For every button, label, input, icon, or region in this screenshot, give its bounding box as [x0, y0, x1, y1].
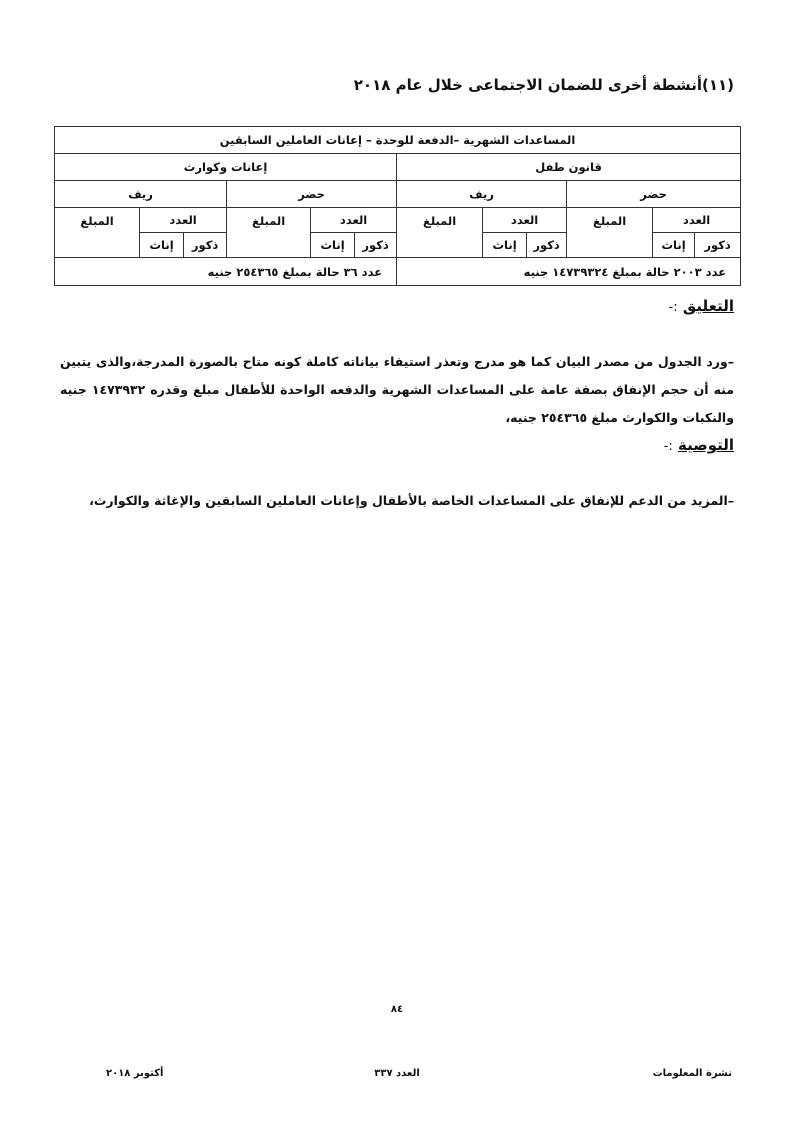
comment-heading	[669, 297, 734, 315]
male-header: ذكور	[184, 233, 227, 258]
count-header: العدد	[140, 208, 227, 233]
female-header: إناث	[653, 233, 695, 258]
summary-child-law: عدد ٢٠٠٣ حالة بمبلغ ١٤٧٣٩٣٢٤ جنيه	[397, 258, 741, 286]
male-header: ذكور	[527, 233, 567, 258]
footer-publication: نشرة المعلومات	[652, 1068, 732, 1079]
amount-header: المبلغ	[397, 208, 483, 258]
count-header: العدد	[653, 208, 741, 233]
amount-header: المبلغ	[55, 208, 140, 258]
group-aid-disasters: إعانات وكوارث	[55, 154, 397, 181]
summary-aid-disasters: عدد ٣٦ حالة بمبلغ ٢٥٤٣٦٥ جنيه	[55, 258, 397, 286]
comment-heading-tail: :-	[668, 300, 678, 315]
area-urban: حضر	[227, 181, 397, 208]
recommendation-paragraph: –المزيد من الدعم للإنفاق على المساعدات الخاصة بالأطفال وإعانات العاملين السابقين والإغاثة والكوارث،	[89, 493, 734, 508]
recommendation-heading-label: التوصية	[677, 436, 734, 454]
area-rural: ريف	[397, 181, 567, 208]
male-header: ذكور	[695, 233, 741, 258]
female-header: إناث	[483, 233, 527, 258]
comment-paragraph: –ورد الجدول من مصدر البيان كما هو مدرج وتعذر استيفاء بياناته كاملة كونه متاح بالصورة المدرجة،والذى يتبين منه أن حجم الإنفاق بصفة عامة على المساعدات الشهرية والدفعه الواحدة للأطفال مبلغ وقدره ١٤٧٣٩٣٢ جنيه والنكبات والكوارث مبلغ ٢٥٤٣٦٥ جنيه،	[60, 354, 734, 425]
count-header: العدد	[311, 208, 397, 233]
page-number: ٨٤	[390, 1004, 404, 1015]
area-urban: حضر	[567, 181, 741, 208]
page-title: (١١)أنشطة أخرى للضمان الاجتماعى خلال عام ٢٠١٨	[353, 76, 734, 94]
footer-issue: العدد ٣٣٧	[374, 1068, 420, 1079]
male-header: ذكور	[355, 233, 397, 258]
area-rural: ريف	[55, 181, 227, 208]
table-header: المساعدات الشهرية –الدفعة للوحدة – إعانات العاملين السابقين	[55, 127, 741, 154]
amount-header: المبلغ	[567, 208, 653, 258]
female-header: إناث	[140, 233, 184, 258]
footer-date: أكتوبر ٢٠١٨	[106, 1068, 164, 1079]
group-child-law: قانون طفل	[397, 154, 741, 181]
female-header: إناث	[311, 233, 355, 258]
count-header: العدد	[483, 208, 567, 233]
recommendation-heading	[664, 436, 734, 454]
comment-heading-label: التعليق	[682, 297, 734, 315]
data-table	[54, 126, 741, 286]
recommendation-heading-tail: :-	[663, 439, 673, 454]
amount-header: المبلغ	[227, 208, 311, 258]
